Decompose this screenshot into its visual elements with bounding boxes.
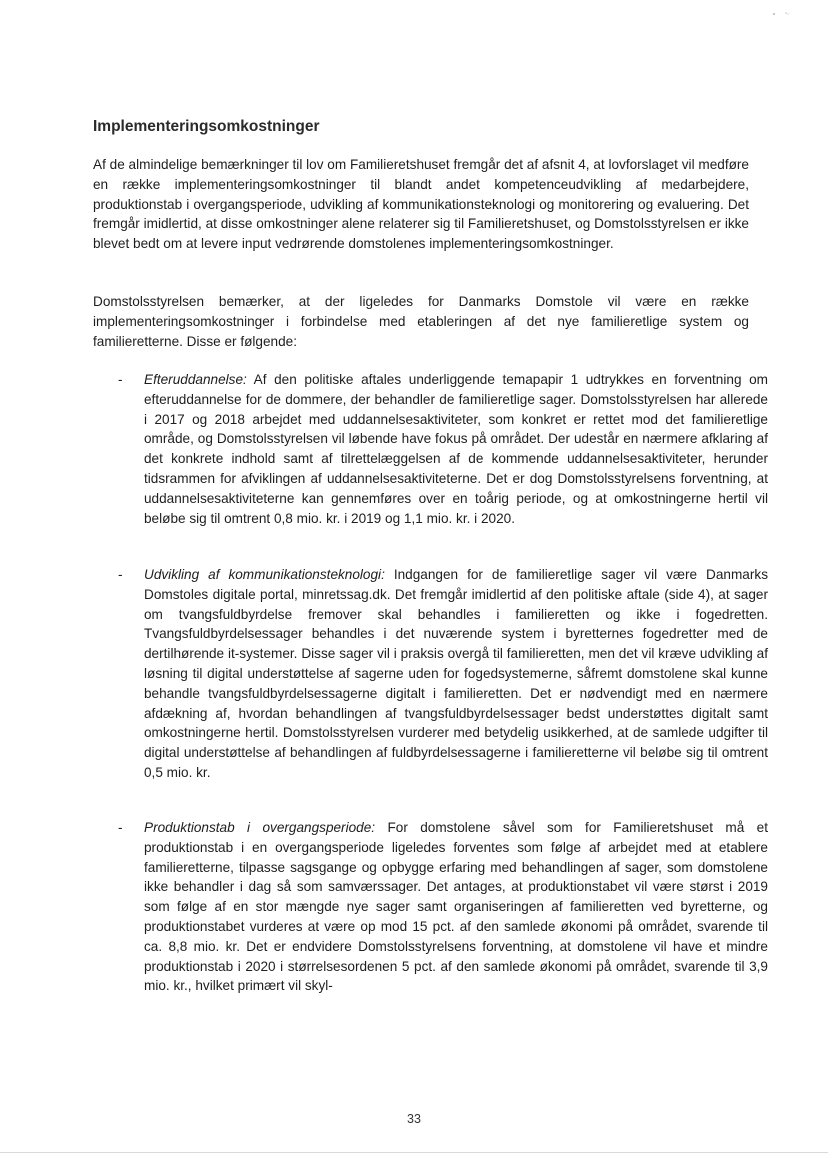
paragraph-list-intro: Domstolsstyrelsen bemærker, at der ligeledes for Danmarks Domstole vil være en række implementeringsomkostninger i forbindelse med etableringen af det nye familieretlige system og familieretterne. Disse er følgende: bbox=[93, 294, 749, 349]
bullet-text bbox=[144, 370, 768, 528]
bullet-marker: - bbox=[118, 567, 123, 582]
page-number: 33 bbox=[407, 1112, 421, 1126]
bullet-term: Produktionstab i overgangsperiode: bbox=[144, 820, 376, 835]
bullet-text bbox=[144, 565, 768, 783]
bullet-body: Af den politiske aftales underliggende temapapir 1 udtrykkes en forventning om efteruddannelse for de dommere, der behandler de familieretlige sager. Domstolsstyrelsen har allerede i 2017 og 2018 arbejdet med uddannelsesaktiviteter, som konkret er rettet mod det familieretlige område, og Domstolsstyrelsen vil løbende have fokus på området. Der udestår en nærmere afklaring af det konkrete indhold samt af tilrettelæggelsen af de kommende uddannelsesaktiviteter, herunder tidsrammen for afviklingen af uddannelsesaktiviteterne. Det er dog Domstolsstyrelsens forventning, at uddannelsesaktiviteterne kan gennemføres over en toårig periode, og at omkostningerne hertil vil beløbe sig til omtrent 0,8 mio. kr. i 2019 og 1,1 mio. kr. i 2020. bbox=[144, 372, 768, 526]
scan-mark-icon bbox=[770, 10, 800, 18]
bullet-text bbox=[144, 818, 768, 996]
bullet-term: Efteruddannelse: bbox=[144, 372, 247, 387]
bullet-marker: - bbox=[118, 820, 123, 835]
bullet-marker: - bbox=[118, 372, 123, 387]
page-bottom-edge bbox=[0, 1152, 828, 1153]
bullet-body: For domstolene såvel som for Familieretshuset må et produktionstab i en overgangsperiode ligeledes forventes som følge af arbejdet med at etablere familieretterne, tilpasse sagsgange og opbygge erfaring med behandlingen af sager, som domstolene ikke behandler i dag så som samværssager. Det antages, at produktionstabet vil være størst i 2019 som følge af en stor mængde nye sager samt organiseringen af familieretten ved byretterne, og produktionstabet vurderes at være op mod 15 pct. af den samlede økonomi på området, svarende til ca. 8,8 mio. kr. Det er endvidere Domstolsstyrelsens forventning, at domstolene vil have et mindre produktionstab i 2020 i størrelsesordenen 5 pct. af den samlede økonomi på området, svarende til 3,9 mio. kr., hvilket primært vil skyl- bbox=[144, 820, 768, 994]
section-heading: Implementeringsomkostninger bbox=[93, 118, 320, 135]
bullet-term: Udvikling af kommunikationsteknologi: bbox=[144, 567, 385, 582]
bullet-body: Indgangen for de familieretlige sager vil være Danmarks Domstoles digitale portal, minretssag.dk. Det fremgår imidlertid af den politiske aftale (side 4), at sager om tvangsfuldbyrdelse fremover skal behandles i familieretten og ikke i fogedretten. Tvangsfuldbyrdelsessager behandles i det nuværende system i byretternes fogedretter med de dertilhørende it-systemer. Disse sager vil i praksis overgå til familieretten, men det vil kræve udvikling af løsning til digital understøttelse af sagerne uden for fogedsystemerne, såfremt domstolene skal kunne behandle tvangsfuldbyrdelsessagerne digitalt i familieretten. Det er nødvendigt med en nærmere afdækning af, hvordan behandlingen af tvangsfuldbyrdelsessager bedst understøttes digitalt samt omkostningerne hertil. Domstolsstyrelsen vurderer med betydelig usikkerhed, at de samlede udgifter til digital understøttelse af behandlingen af fuldbyrdelsessagerne i familieretterne vil beløbe sig til omtrent 0,5 mio. kr. bbox=[144, 567, 768, 780]
paragraph-intro: Af de almindelige bemærkninger til lov om Familieretshuset fremgår det af afsnit 4, at lovforslaget vil medføre en række implementeringsomkostninger til blandt andet kompetenceudvikling af medarbejdere, produktionstab i overgangsperiode, udvikling af kommunikationsteknologi og monitorering og evaluering. Det fremgår imidlertid, at disse omkostninger alene relaterer sig til Familieretshuset, og Domstolsstyrelsen er ikke blevet bedt om at levere input vedrørende domstolenes implementeringsomkostninger. bbox=[93, 157, 749, 252]
